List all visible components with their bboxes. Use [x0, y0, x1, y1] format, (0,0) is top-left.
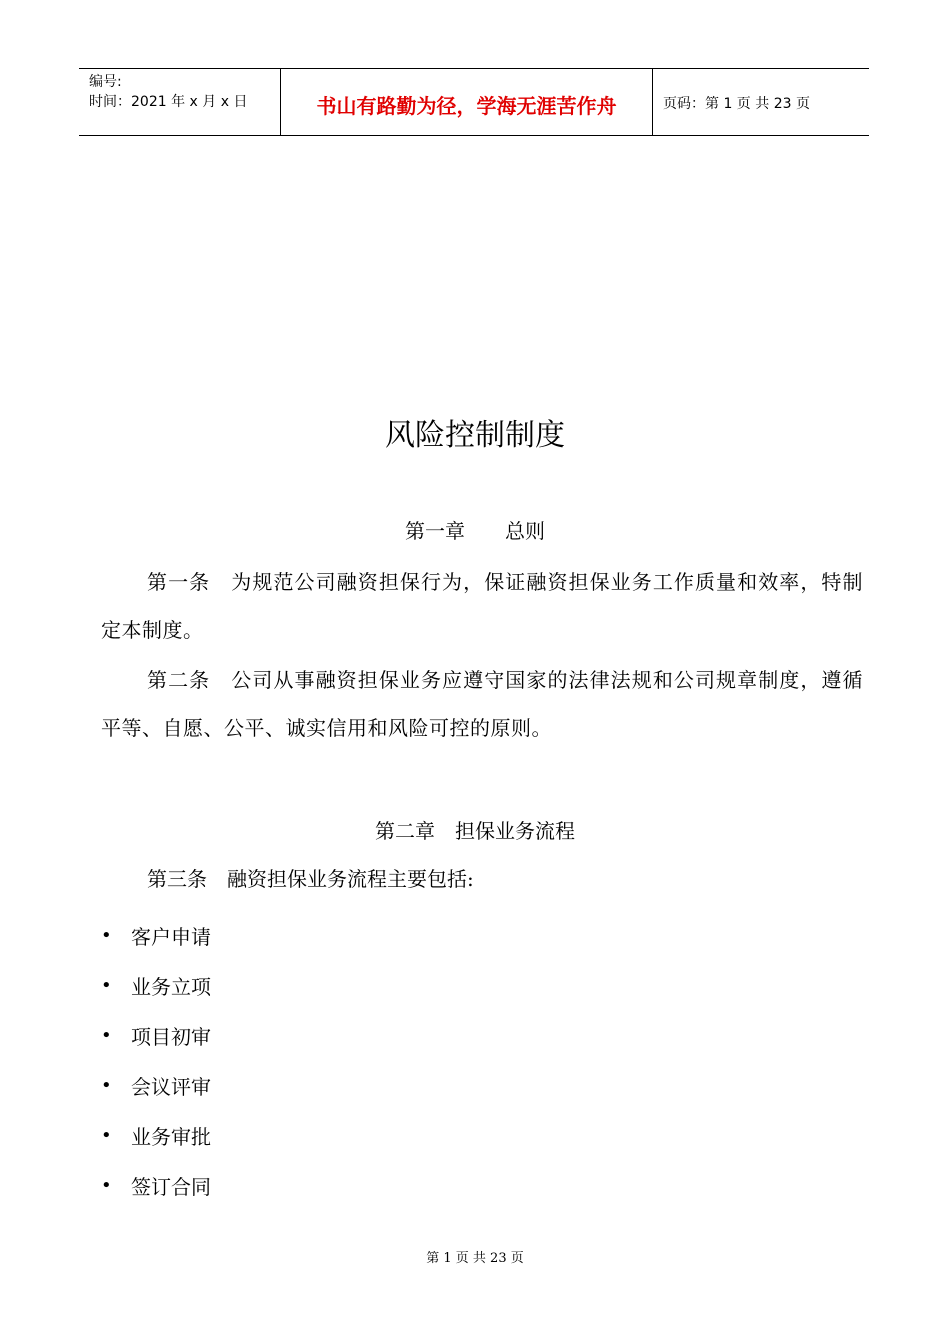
chapter-2-heading: 第二章 担保业务流程 [375, 819, 575, 843]
article-1: 第一条 为规范公司融资担保行为，保证融资担保业务工作质量和效率，特制定本制度。 [101, 570, 863, 642]
header-motto-cell [280, 69, 653, 135]
list-item: • 业务立项 [101, 974, 211, 999]
document-title: 风险控制制度 [385, 418, 565, 453]
header-page-cell [653, 69, 869, 135]
list-item: • 会议评审 [101, 1074, 211, 1099]
bullet-icon: • [101, 1074, 112, 1096]
bullet-icon: • [101, 1174, 112, 1196]
list-item: • 业务审批 [101, 1124, 211, 1149]
chapter-1-heading: 第一章 总则 [405, 519, 545, 543]
article-2: 第二条 公司从事融资担保业务应遵守国家的法律法规和公司规章制度，遵循平等、自愿、公平、诚实信用和风险可控的原则。 [101, 668, 863, 740]
document-number-label: 编号: [89, 74, 122, 90]
bullet-icon: • [101, 974, 112, 996]
list-item: • 项目初审 [101, 1024, 211, 1049]
list-item: • 签订合同 [101, 1174, 211, 1199]
header-info-cell [79, 69, 280, 135]
page-header [79, 68, 869, 136]
document-date-label: 时间：2021 年 x 月 x 日 [89, 94, 248, 110]
page-footer: 第 1 页 共 23 页 [426, 1251, 524, 1266]
article-3: 第三条 融资担保业务流程主要包括: [147, 867, 474, 891]
process-list [101, 910, 211, 1210]
list-item: • 客户申请 [101, 924, 211, 949]
bullet-icon: • [101, 924, 112, 946]
bullet-icon: • [101, 1124, 112, 1146]
header-motto: 书山有路勤为径，学海无涯苦作舟 [316, 93, 617, 118]
header-page-info: 页码：第 1 页 共 23 页 [663, 96, 810, 112]
bullet-icon: • [101, 1024, 112, 1046]
